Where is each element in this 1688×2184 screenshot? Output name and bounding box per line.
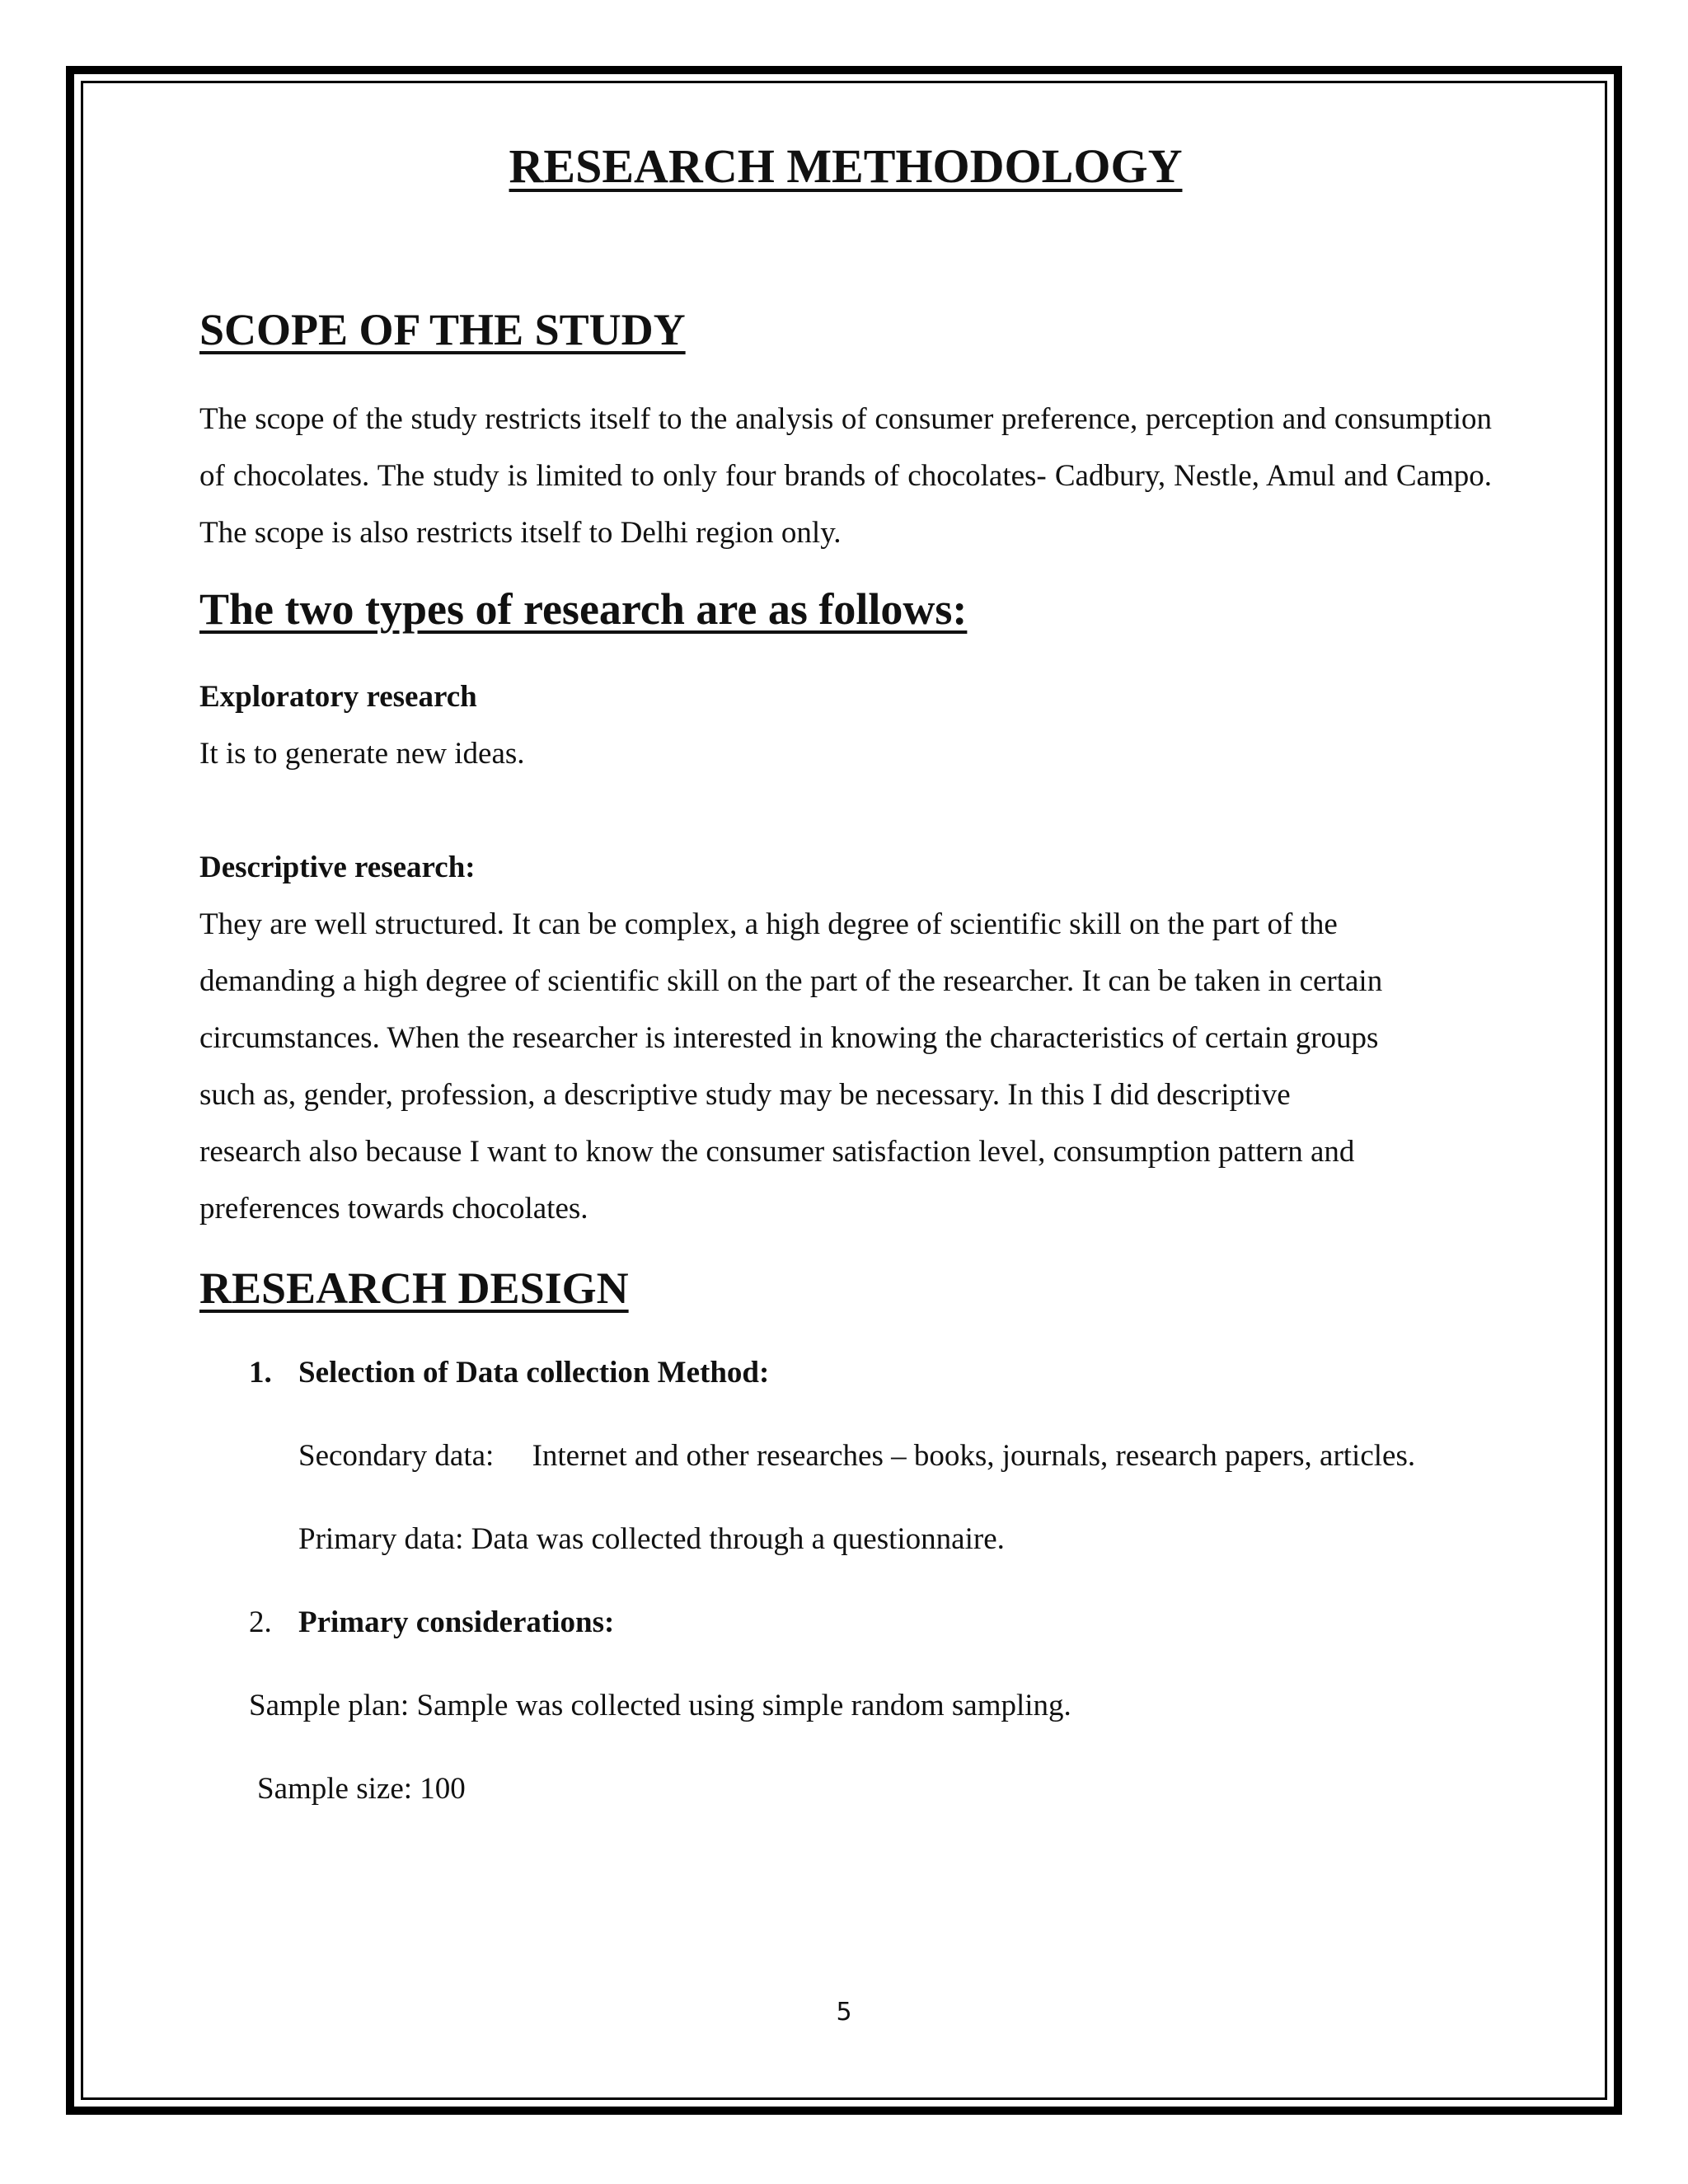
design-item-2-label: Primary considerations: (298, 1605, 615, 1639)
descriptive-line: They are well structured. It can be complex, a high degree of scientific skill on the part of the (199, 907, 1338, 941)
secondary-data-sources: Internet and other researches – books, journals, research papers, articles. (532, 1439, 1416, 1473)
design-item-1-number: 1. (249, 1356, 272, 1390)
sample-plan-text: Sample plan: Sample was collected using simple random sampling. (249, 1689, 1071, 1722)
design-item-2 (199, 1594, 1492, 1651)
primary-data-text: Primary data: Data was collected through a questionnaire. (298, 1522, 1005, 1556)
exploratory-research-label: Exploratory research (199, 680, 477, 714)
design-item-2-number: 2. (249, 1605, 272, 1639)
page-title: RESEARCH METHODOLOGY (509, 139, 1183, 193)
secondary-data-block (199, 1427, 1492, 1484)
design-item-1-label: Selection of Data collection Method: (298, 1356, 770, 1390)
page-number: 5 (836, 1998, 852, 2027)
descriptive-line: circumstances. When the researcher is interested in knowing the characteristics of certain groups (199, 1021, 1379, 1055)
scope-paragraph: The scope of the study restricts itself to the analysis of consumer preference, perception and consumption of chocolates. The study is limited to only four brands of chocolates- Cadbury, Nestle, Amul and Campo. The scope is also restricts itself to Delhi region only. (199, 402, 1492, 550)
design-item-1 (199, 1344, 1492, 1401)
scope-heading: SCOPE OF THE STUDY (199, 305, 686, 354)
descriptive-line: preferences towards chocolates. (199, 1192, 588, 1226)
descriptive-research-label: Descriptive research: (199, 851, 476, 884)
secondary-data-label: Secondary data: (298, 1439, 495, 1473)
sample-size-text: Sample size: 100 (257, 1772, 466, 1806)
page-content (199, 132, 1492, 1817)
descriptive-line: such as, gender, profession, a descriptive study may be necessary. In this I did descriptive (199, 1078, 1291, 1112)
research-types-heading: The two types of research are as follows: (199, 584, 968, 634)
descriptive-line: demanding a high degree of scientific skill on the part of the researcher. It can be taken in certain (199, 964, 1383, 998)
exploratory-research-text: It is to generate new ideas. (199, 737, 525, 771)
descriptive-research-paragraph (199, 896, 1492, 1237)
research-design-heading: RESEARCH DESIGN (199, 1263, 629, 1313)
descriptive-line: research also because I want to know the consumer satisfaction level, consumption pattern and (199, 1135, 1355, 1169)
secondary-data-text (298, 1427, 1492, 1484)
